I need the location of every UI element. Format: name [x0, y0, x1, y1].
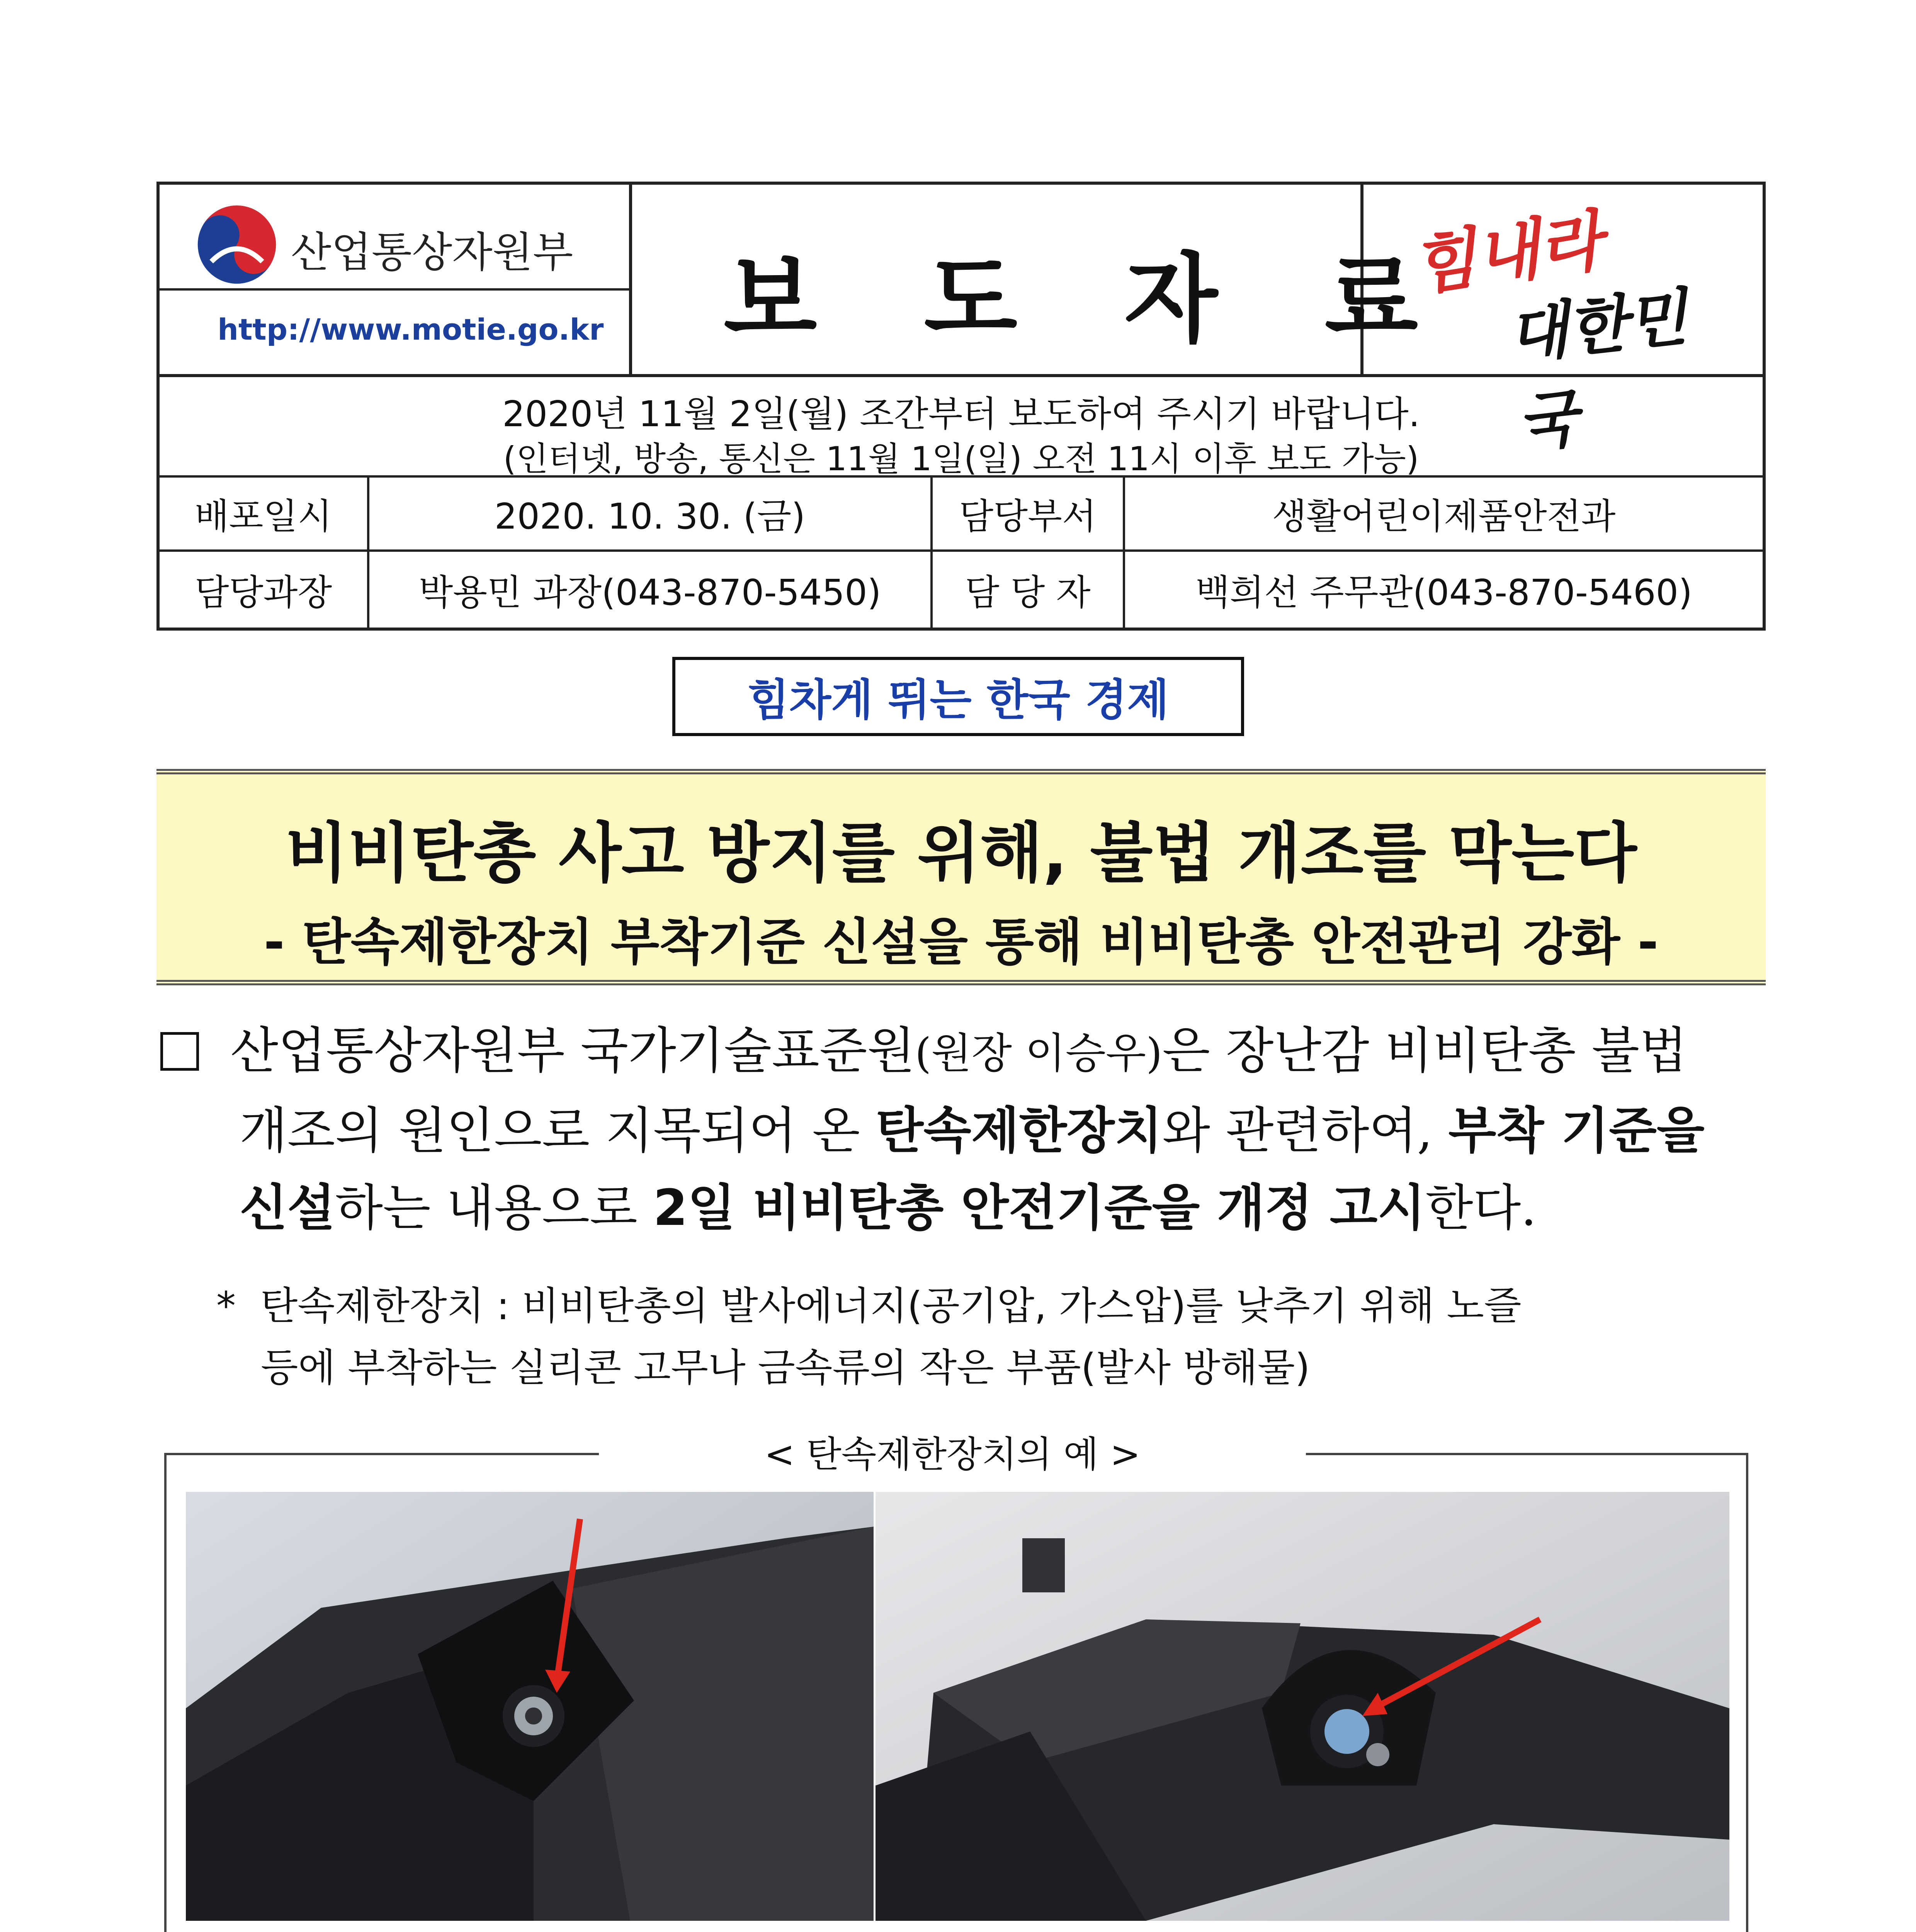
text-span: (원장 이승우) — [915, 1029, 1163, 1078]
emphasis-span: 탄속제한장치 — [876, 1102, 1163, 1160]
text-span: 은 장난감 비비탄총 불법 — [1162, 1022, 1687, 1080]
paragraph-1 — [160, 1012, 1764, 1247]
emphasis-span: 부착 기준을 — [1448, 1102, 1705, 1160]
headline-title: 비비탄총 사고 방지를 위해, 불법 개조를 막는다 — [285, 815, 1637, 891]
slogan-logo — [1396, 192, 1744, 460]
ministry-name: 산업통상자원부 — [291, 228, 573, 277]
dept-label: 담당부서 — [959, 496, 1097, 537]
doc-type-title: 보 도 자 료 — [724, 243, 1455, 355]
photo-left — [186, 1492, 874, 1921]
headline-subtitle: - 탄속제한장치 부착기준 신설을 통해 비비탄총 안전관리 강화 - — [264, 913, 1659, 971]
figure-frame — [164, 1453, 1748, 1932]
emphasis-span: 2일 비비탄총 안전기준을 개정 고시 — [653, 1179, 1425, 1237]
release-date-value: 2020. 10. 30. (금) — [494, 496, 806, 537]
director-label: 담당과장 — [194, 572, 332, 613]
text-span: 하는 내용으로 — [335, 1179, 653, 1237]
slogan-line1: 힘내라 — [1408, 202, 1607, 305]
note-line1: 탄속제한장치 : 비비탄총의 발사에너지(공기압, 가스압)를 낮추기 위해 노즐 — [260, 1283, 1522, 1328]
officer-value: 백희선 주무관(043-870-5460) — [1195, 572, 1692, 613]
square-bullet-icon — [160, 1032, 199, 1071]
theme-tag: 힘차게 뛰는 한국 경제 — [672, 657, 1244, 736]
ministry-url-link[interactable]: http://www.motie.go.kr — [218, 312, 604, 347]
text-span: 한다. — [1425, 1179, 1537, 1237]
taegeuk-icon — [194, 202, 279, 287]
officer-label: 담 당 자 — [965, 572, 1091, 613]
release-date-label: 배포일시 — [194, 496, 332, 537]
figure-caption: < 탄속제한장치의 예 > — [599, 1432, 1306, 1470]
text-span: 와 관련하여, — [1162, 1102, 1448, 1160]
text-span: 산업통상자원부 국가기술표준원 — [230, 1022, 915, 1080]
footnote — [216, 1275, 1762, 1399]
note-line2: 등에 부착하는 실리콘 고무나 금속류의 작은 부품(발사 방해물) — [261, 1345, 1310, 1390]
photo-right — [876, 1492, 1729, 1921]
director-value: 박용민 과장(043-870-5450) — [418, 572, 881, 613]
headline-band — [156, 769, 1766, 985]
ministry-logo — [194, 202, 279, 287]
text-span: 개조의 원인으로 지목되어 온 — [240, 1102, 876, 1160]
press-release-header — [156, 182, 1766, 631]
dept-value: 생활어린이제품안전과 — [1272, 496, 1616, 537]
embargo-subnotice: (인터넷, 방송, 통신은 11월 1일(일) 오전 11시 이후 보도 가능) — [503, 440, 1419, 478]
embargo-line1: 2020년 11월 2일(월) 조간부터 보도하여 주시기 바랍니다. — [502, 393, 1420, 435]
note-marker: * — [216, 1283, 236, 1328]
slogan-line2: 대한민국 — [1505, 281, 1690, 460]
embargo-notice — [160, 386, 1763, 437]
emphasis-span: 신설 — [240, 1179, 335, 1237]
